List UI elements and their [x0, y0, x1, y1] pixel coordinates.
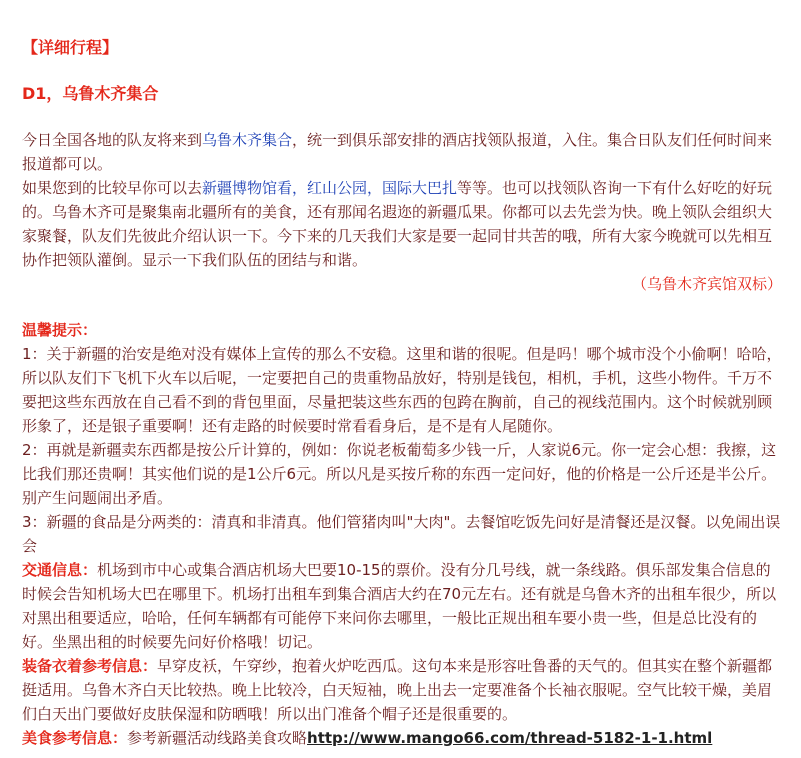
- hotel-note: （乌鲁木齐宾馆双标）: [631, 275, 782, 293]
- food-text: 参考新疆活动线路美食攻略: [127, 729, 308, 747]
- day1-p2-suffix: 等等。也可以找领队咨询一下有什么好吃的好玩的。乌鲁木齐可是聚集南北疆所有的美食，还有那闻名遐迩的新疆瓜果。你都可以去先尝为快。晚上领队会组织大家聚餐，队友们先彼此介绍认识一下。今下来的几天我们大家是要一起同甘共苦的哦，所有大家今晚就可以先相互协作把领队灌倒。显示一下我们队伍的团结与和谐。: [22, 179, 773, 269]
- tip-3: 3：新疆的食品是分两类的：清真和非清真。他们管猪肉叫"大肉"。去餐馆吃饭先问好是清餐还是汉餐。以免闹出误会: [22, 513, 781, 555]
- food-label: 美食参考信息：: [22, 729, 128, 747]
- day1-p1-suffix: ，统一到俱乐部安排的酒店找领队报道，入住。集合日队友们任何时间来报道都可以。: [22, 131, 773, 173]
- traffic-text: 机场到市中心或集合酒店机场大巴要10-15的票价。没有分几号线，就一条线路。俱乐部发集合信息的时候会告知机场大巴在哪里下。机场打出租车到集合酒店大约在70元左右。还有就是乌鲁木齐的出租车很少，所以对黑出租要适应，哈哈，任何车辆都有可能停下来问你去哪里，一般比正规出租车要小贵一些，但是总比没有的好。坐黑出租的时候要先问好价格哦！切记。: [22, 561, 777, 651]
- day1-heading: D1，乌鲁木齐集合: [22, 84, 159, 103]
- day1-paragraph-2: [22, 176, 782, 272]
- traffic-label: 交通信息：: [22, 561, 98, 579]
- traffic-info: [22, 558, 782, 654]
- page-title: 【详细行程】: [22, 38, 119, 57]
- day1-place-urumqi: 乌鲁木齐集合: [202, 131, 293, 149]
- clothing-text: 早穿皮袄，午穿纱，抱着火炉吃西瓜。这句本来是形容吐鲁番的天气的。但其实在整个新疆都挺适用。乌鲁木齐白天比较热。晚上比较冷，白天短袖，晚上出去一定要准备个长袖衣服呢。空气比较干燥，美眉们白天出门要做好皮肤保湿和防晒哦！所以出门准备个帽子还是很重要的。: [22, 657, 773, 723]
- day1-places: 新疆博物馆看，红山公园，国际大巴扎: [202, 179, 458, 197]
- clothing-info: [22, 654, 782, 726]
- food-info: [22, 726, 782, 750]
- tip-2: 2：再就是新疆卖东西都是按公斤计算的，例如：你说老板葡萄多少钱一斤，人家说6元。你一定会心想：我擦，这比我们那还贵啊！其实他们说的是1公斤6元。所以凡是买按斤称的东西一定问好，他的价格是一公斤还是半公斤。别产生问题闹出矛盾。: [22, 441, 777, 507]
- day1-p1-prefix: 今日全国各地的队友将来到: [22, 131, 203, 149]
- food-guide-link[interactable]: http://www.mango66.com/thread-5182-1-1.html: [307, 729, 713, 747]
- tips-heading: 温馨提示：: [22, 321, 98, 339]
- day1-paragraph-1: [22, 128, 782, 176]
- day1-p2-prefix: 如果您到的比较早你可以去: [22, 179, 203, 197]
- clothing-label: 装备衣着参考信息：: [22, 657, 158, 675]
- tip-1: 1：关于新疆的治安是绝对没有媒体上宣传的那么不安稳。这里和谐的很呢。但是吗！哪个城市没个小偷啊！哈哈，所以队友们下飞机下火车以后呢，一定要把自己的贵重物品放好，特别是钱包，相机，手机，这些小物件。千万不要把这些东西放在自己看不到的背包里面，尽量把装这些东西的包跨在胸前，自己的视线范围内。这个时候就别顾形象了，还是银子重要啊！还有走路的时候要时常看看身后，是不是有人尾随你。: [22, 345, 782, 435]
